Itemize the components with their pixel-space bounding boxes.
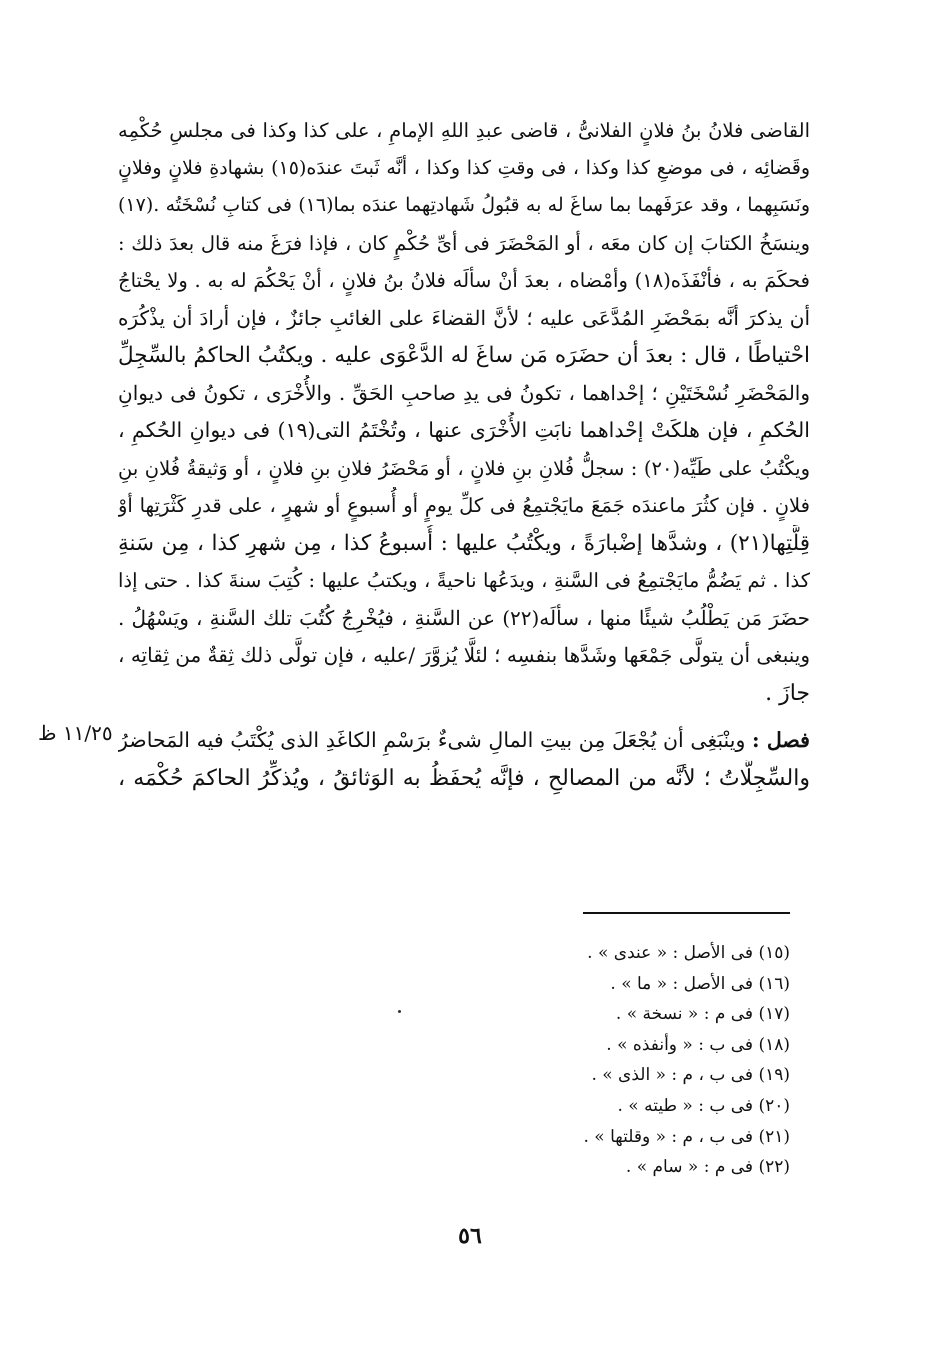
- text-line: ونَسَبِهما ، وقد عرَفَهما بما ساغَ له به قبُولُ شَهادتِهما عندَه بما(١٦) فى كتابِ نُسْخَتُه .(١٧): [118, 194, 810, 216]
- scan-speck: [398, 1010, 401, 1013]
- text-line: جازَ .: [765, 680, 810, 706]
- footnote-divider: [583, 912, 790, 914]
- text-line: قِلَّتِها(٢١) ، وشدَّها إضْبارَةً ، ويكْتُبُ عليها : أُسبوعُ كذا ، مِن شهرِ كذا ، مِن سَنةِ: [118, 530, 810, 556]
- text-line: والسِّجِلَّاتُ ؛ لأنَّه من المصالحِ ، فإنَّه يُحفَظُ به الوَثائقُ ، ويُذكِّرُ الحاكمَ حُكْمَه ،: [118, 765, 810, 791]
- footnote: (١٩) فى ب ، م : « الذى » .: [591, 1065, 790, 1086]
- text-line: وينسَخُ الكتابَ إن كان معَه ، أو المَحْضَرَ فى أىِّ حُكْمٍ كان ، فإذا فرَغَ منه قال بعدَ ذلك :: [118, 231, 810, 255]
- text-line: فلانٍ . فإن كثُرَ ماعندَه جَمَعَ مايَجْتمِعُ فى كلِّ يومٍ أو أُسبوعٍ أو شهرٍ ، على قدرِ كَثْرَتِها أوْ: [118, 494, 810, 517]
- footnotes: [490, 938, 790, 1183]
- text-line: القاضى فلانُ بنُ فلانٍ الفلانىُّ ، قاضى عبدِ اللهِ الإمامِ ، على كذا وكذا فى مجلسِ حُكْمِه: [118, 119, 810, 142]
- footnote: (٢٢) فى م : « سام » .: [625, 1157, 790, 1178]
- section-line: [118, 722, 810, 760]
- text-line: أن يذكرَ أنَّه بمَحْضَرِ المُدَّعَى عليه ؛ لأنَّ القضاءَ على الغائبِ جائزٌ ، فإن أرادَ أن يذْكُرَه: [118, 305, 810, 330]
- page-number: ٥٦: [458, 1223, 482, 1249]
- text-line: الحُكمِ ، فإن هلكَتْ إحْداهما نابَتِ الأُخْرَى عنها ، وتُخْتَمُ التى(١٩) فى ديوانِ الحُكمِ ،: [118, 418, 810, 442]
- footnote: (٢٠) فى ب : « طيته » .: [617, 1095, 790, 1116]
- main-text: [118, 112, 810, 797]
- footnote: (١٦) فى الأصل : « ما » .: [610, 973, 790, 994]
- section-text: وينْبَغِى أن يُجْعَلَ مِن بيتِ المالِ شىءٌ برَسْمِ الكاغَدِ الذى يُكْتَبُ فيه المَحاضرُ: [118, 728, 746, 752]
- section-label: فصل :: [752, 728, 810, 752]
- text-line: وينبغى أن يتولَّى جَمْعَها وشَدَّها بنفسِه ؛ لئلَّا يُزوَّرَ /عليه ، فإن تولَّى ذلك ثِقةٌ من ثِقاتِه ،: [118, 643, 810, 667]
- text-line: فحكَمَ به ، فأنْفَذَه(١٨) وأمْضاه ، بعدَ أنْ سألَه فلانُ بنُ فلانٍ ، أنْ يَحْكُمَ له به . ولا يحْتاجُ: [118, 269, 810, 292]
- text-line: كذا . ثم يَضُمُّ مايَجْتمِعُ فى السَّنةِ ، ويدَعُها ناحيةً ، ويكتبُ عليها : كُتِبَ سنةَ كذا . حتى إذا: [118, 569, 810, 592]
- text-line: ويكْتُبُ على طَيِّه(٢٠) : سجلُّ فُلانِ بنِ فلانٍ ، أو مَحْضَرُ فلانِ بنِ فلانٍ ، أو وَثيقةُ فُلانِ بنِ: [118, 456, 810, 480]
- text-line: وقَضائِه ، فى موضعِ كذا وكذا ، فى وقتِ كذا وكذا ، أنَّه ثَبتَ عندَه(١٥) بشهادةِ فلانٍ وفلانٍ: [118, 156, 810, 179]
- footnote: (١٧) فى م : « نسخة » .: [615, 1004, 790, 1025]
- footnote: (١٨) فى ب : « وأنفذه » .: [606, 1034, 790, 1055]
- footnote: (٢١) فى ب ، م : « وقلتها » .: [583, 1126, 790, 1147]
- text-line: احْتياطًا ، قال : بعدَ أن حضَرَه مَن ساغَ له الدَّعْوَى عليه . ويكتُبُ الحاكمُ بالسِّجِلِّ: [118, 343, 810, 368]
- text-line: والمَحْضَرِ نُسْخَتَيْنِ ؛ إحْداهما ، تكونُ فى يدِ صاحبِ الحَقِّ . والأُخْرَى ، تكونُ فى ديوانِ: [118, 380, 810, 405]
- footnote: (١٥) فى الأصل : « عندى » .: [587, 943, 790, 963]
- text-line: حضَرَ مَن يَطْلُبُ شيئًا منها ، سألَه(٢٢) عن السَّنةِ ، فيُخْرِجُ كُتُبَ تلك السَّنةِ ، ويَسْهُلُ .: [118, 605, 810, 630]
- manuscript-folio-note: ١١/٢٥ ظ: [38, 721, 113, 745]
